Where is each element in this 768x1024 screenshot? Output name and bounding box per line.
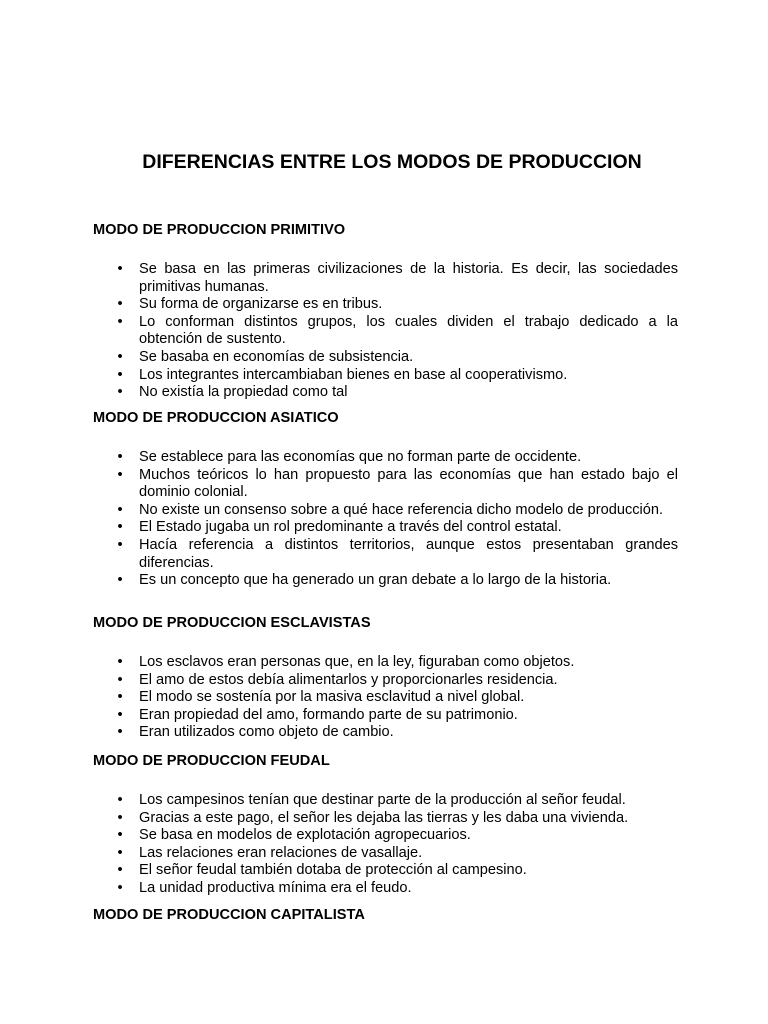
list-item-text: Su forma de organizarse es en tribus. (139, 296, 383, 313)
list-item (93, 672, 678, 690)
list-item-text: Los esclavos eran personas que, en la ley, figuraban como objetos. (139, 654, 575, 670)
section-capitalista (93, 907, 678, 924)
section-heading: MODO DE PRODUCCION FEUDAL (93, 753, 330, 769)
list-item (93, 449, 678, 467)
bullet-list (93, 654, 678, 742)
list-item (93, 467, 678, 502)
bullet-icon: • (117, 879, 123, 896)
list-item-text: Los integrantes intercambiaban bienes en base al cooperativismo. (139, 366, 568, 383)
list-item (93, 314, 678, 349)
bullet-icon: • (117, 724, 123, 741)
list-item (93, 689, 678, 707)
list-item-text: Las relaciones eran relaciones de vasallaje. (139, 844, 423, 861)
list-item (93, 862, 678, 880)
list-item (93, 349, 678, 367)
list-item-text: La unidad productiva mínima era el feudo. (139, 879, 412, 896)
list-item-text: Se basa en las primeras civilizaciones de la historia. Es decir, las sociedades primitivas humanas. (139, 261, 678, 295)
bullet-icon: • (117, 671, 123, 688)
list-item-text: Se basa en modelos de explotación agropecuarios. (139, 827, 471, 844)
bullet-icon: • (117, 536, 123, 553)
bullet-icon: • (117, 366, 123, 383)
section-heading: MODO DE PRODUCCION PRIMITIVO (93, 222, 346, 238)
bullet-list (93, 261, 678, 402)
section-esclavistas (93, 615, 678, 742)
bullet-icon: • (117, 519, 123, 536)
bullet-icon: • (117, 862, 123, 879)
list-item (93, 261, 678, 296)
list-item (93, 724, 678, 742)
list-item (93, 654, 678, 672)
bullet-icon: • (117, 809, 123, 826)
bullet-icon: • (117, 501, 123, 518)
bullet-list (93, 449, 678, 590)
list-item-text: Es un concepto que ha generado un gran debate a lo largo de la historia. (139, 572, 612, 589)
list-item (93, 502, 678, 520)
bullet-icon: • (117, 827, 123, 844)
list-item-text: Los campesinos tenían que destinar parte de la producción al señor feudal. (139, 792, 626, 808)
list-item (93, 384, 678, 402)
list-item-text: El señor feudal también dotaba de protección al campesino. (139, 862, 527, 879)
bullet-icon: • (117, 572, 123, 589)
bullet-icon: • (117, 466, 123, 483)
bullet-icon: • (117, 348, 123, 365)
list-item-text: El modo se sostenía por la masiva esclavitud a nivel global. (139, 689, 525, 706)
list-item (93, 810, 678, 828)
list-item (93, 845, 678, 863)
list-item-text: Gracias a este pago, el señor les dejaba las tierras y les daba una vivienda. (139, 809, 629, 826)
bullet-icon: • (117, 449, 123, 465)
list-item-text: Se basaba en economías de subsistencia. (139, 348, 414, 365)
document-title: DIFERENCIAS ENTRE LOS MODOS DE PRODUCCION (142, 151, 642, 173)
bullet-list (93, 792, 678, 898)
bullet-icon: • (117, 654, 123, 670)
bullet-icon: • (117, 313, 123, 330)
list-item-text: No existe un consenso sobre a qué hace referencia dicho modelo de producción. (139, 501, 664, 518)
list-item-text: Hacía referencia a distintos territorios, aunque estos presentaban grandes diferencias. (139, 536, 678, 571)
list-item (93, 572, 678, 590)
list-item (93, 707, 678, 725)
list-item (93, 792, 678, 810)
list-item-text: Se establece para las economías que no forman parte de occidente. (139, 449, 582, 465)
section-heading: MODO DE PRODUCCION CAPITALISTA (93, 907, 365, 923)
bullet-icon: • (117, 261, 123, 277)
list-item-text: Lo conforman distintos grupos, los cuales dividen el trabajo dedicado a la obtención de sustento. (139, 313, 678, 348)
list-item-text: Muchos teóricos lo han propuesto para las economías que han estado bajo el dominio colonial. (139, 466, 678, 501)
list-item (93, 880, 678, 898)
section-heading: MODO DE PRODUCCION ESCLAVISTAS (93, 615, 371, 631)
list-item-text: El Estado jugaba un rol predominante a través del control estatal. (139, 519, 562, 536)
list-item (93, 519, 678, 537)
list-item (93, 296, 678, 314)
list-item-text: Eran utilizados como objeto de cambio. (139, 724, 394, 741)
bullet-icon: • (117, 792, 123, 808)
section-primitivo (93, 222, 678, 402)
bullet-icon: • (117, 296, 123, 313)
bullet-icon: • (117, 844, 123, 861)
list-item (93, 537, 678, 572)
list-item (93, 367, 678, 385)
section-feudal (93, 753, 678, 898)
section-heading: MODO DE PRODUCCION ASIATICO (93, 410, 339, 426)
bullet-icon: • (117, 706, 123, 723)
bullet-icon: • (117, 689, 123, 706)
list-item-text: El amo de estos debía alimentarlos y proporcionarles residencia. (139, 671, 558, 688)
list-item-text: No existía la propiedad como tal (139, 384, 348, 401)
bullet-icon: • (117, 384, 123, 401)
list-item-text: Eran propiedad del amo, formando parte de su patrimonio. (139, 706, 518, 723)
list-item (93, 827, 678, 845)
section-asiatico (93, 410, 678, 590)
